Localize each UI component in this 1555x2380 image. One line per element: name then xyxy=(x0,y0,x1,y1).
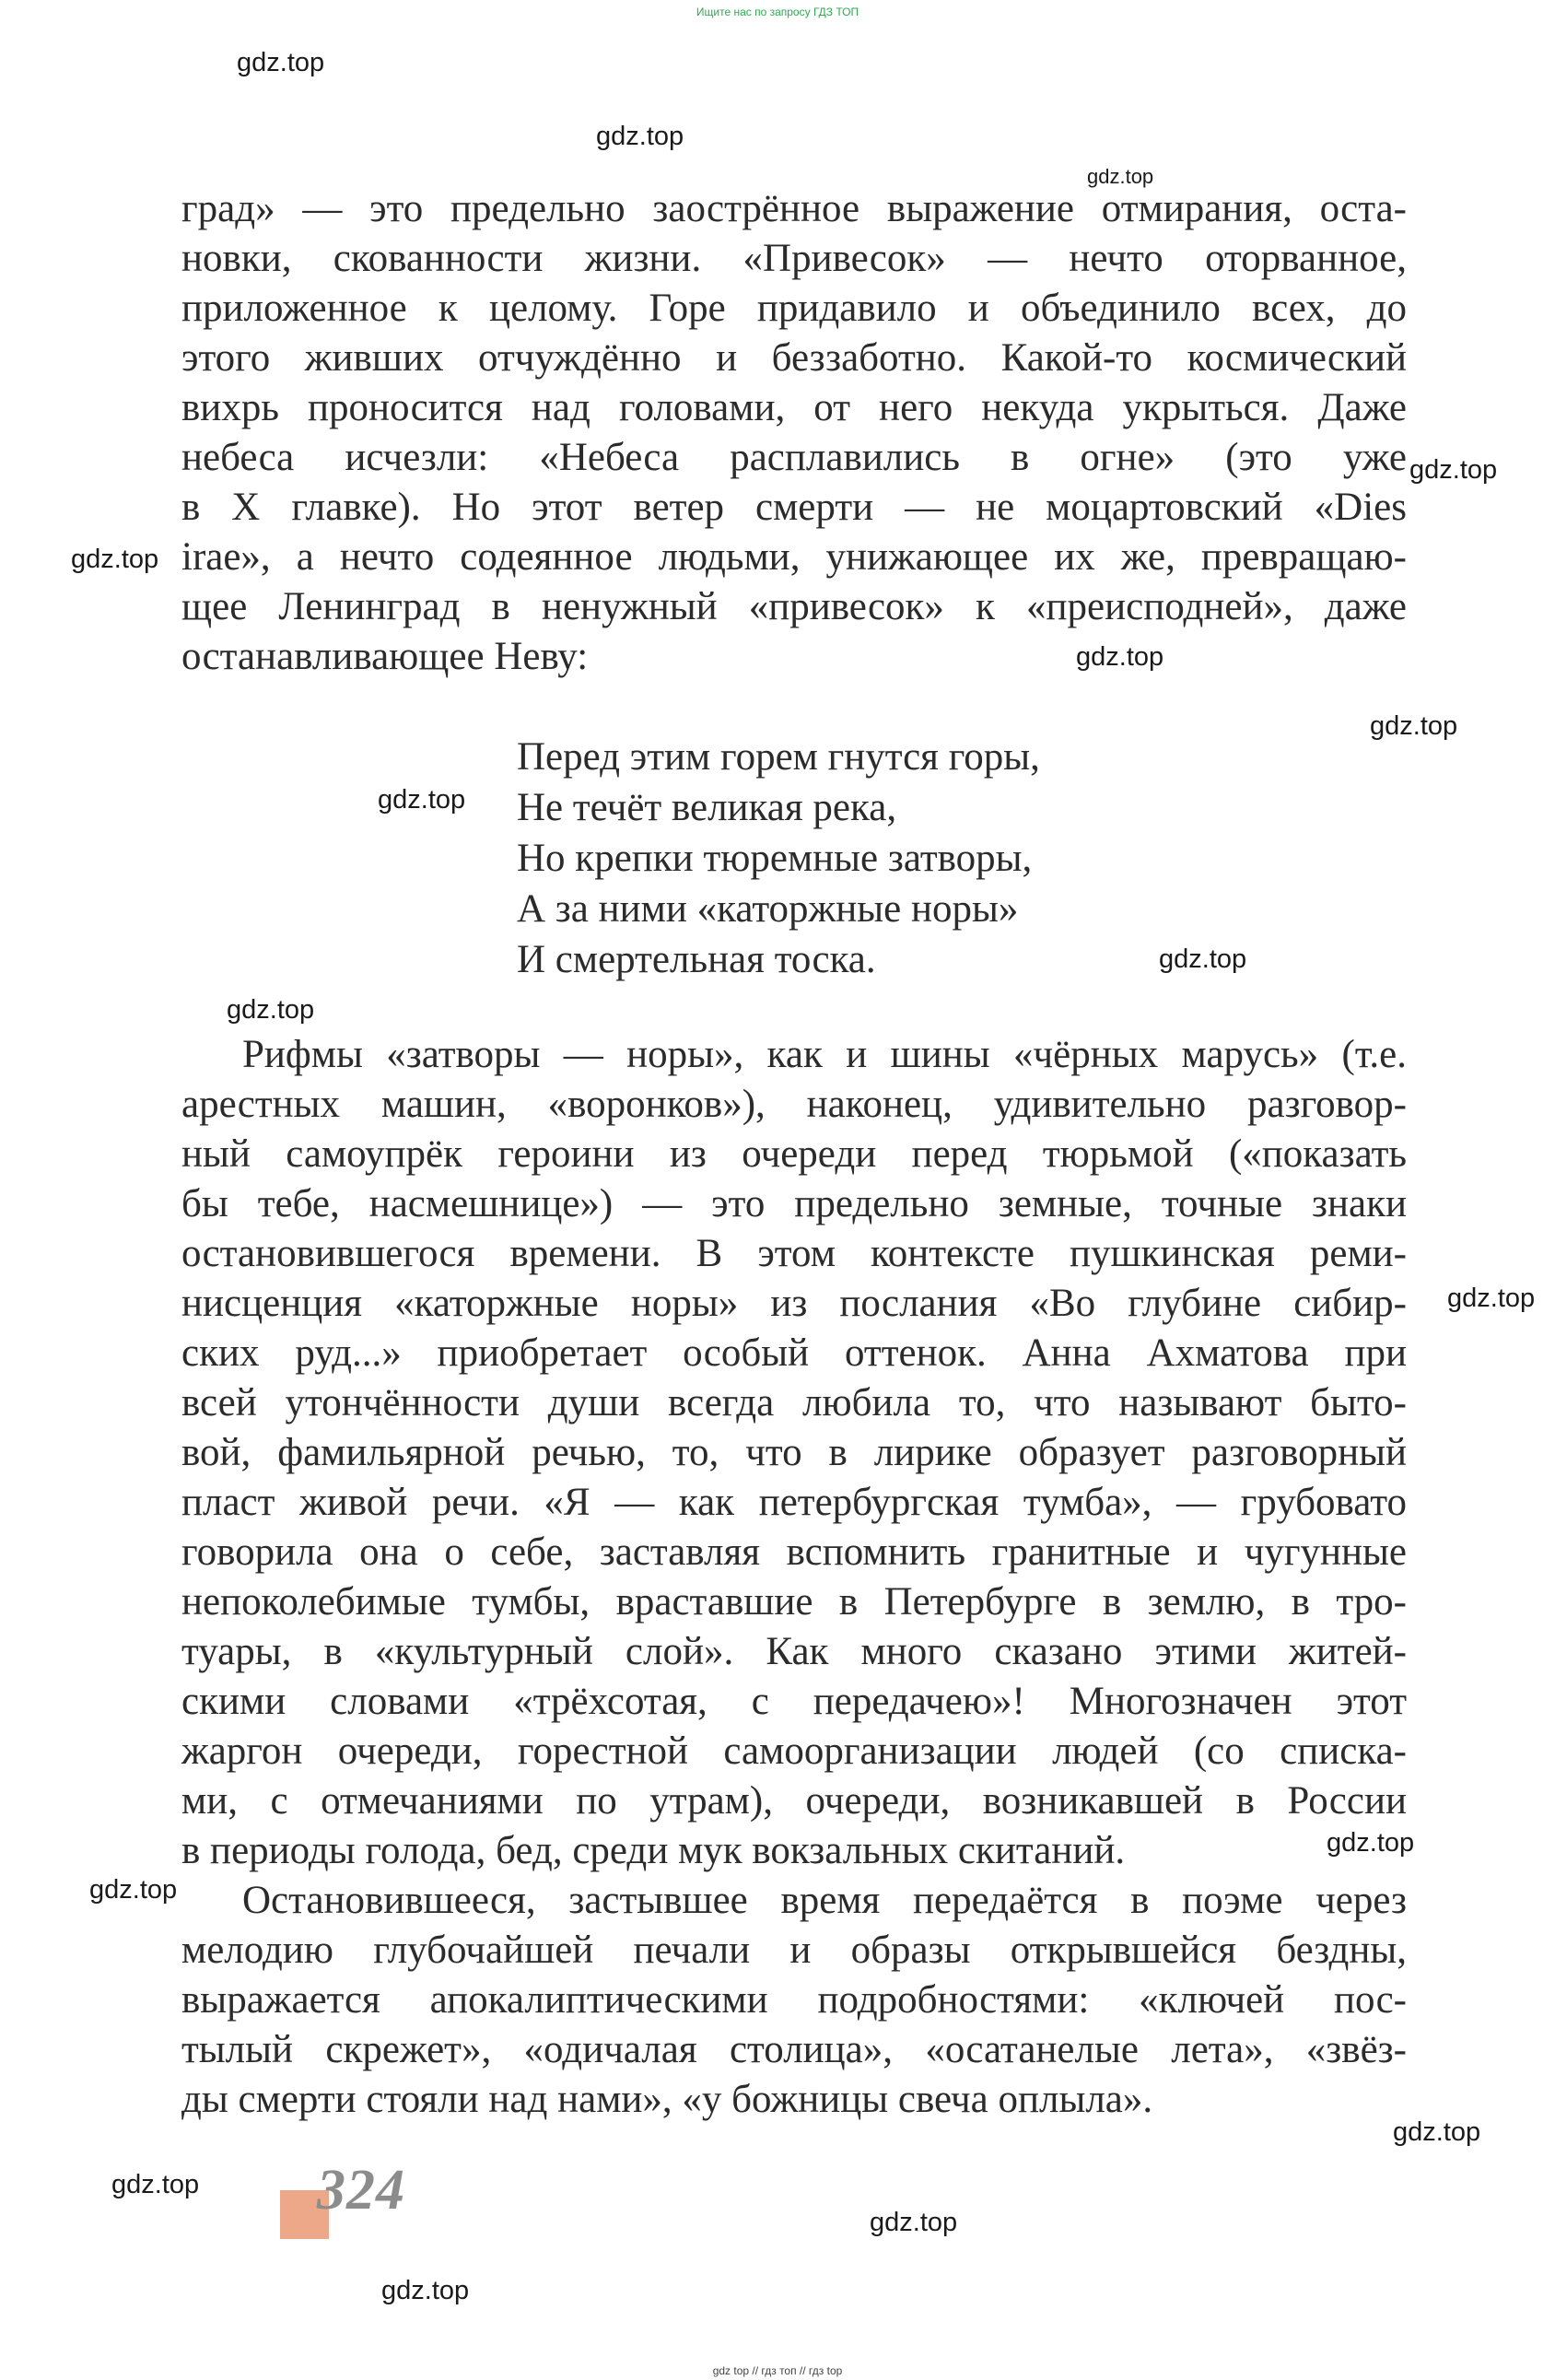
poem-line: А за ними «каторжные норы» xyxy=(517,887,1019,931)
poem-line: Но крепки тюремные затворы, xyxy=(517,837,1033,880)
watermark: gdz.top xyxy=(1393,2117,1481,2147)
paragraph-2 xyxy=(181,1030,1407,1876)
paragraph-3 xyxy=(181,1876,1407,2125)
text-line: этого живших отчуждённо и беззаботно. Какой-то космический xyxy=(181,336,1407,380)
paragraph-1 xyxy=(181,184,1407,682)
watermark: gdz.top xyxy=(71,545,159,574)
poem-line: Перед этим горем гнутся горы, xyxy=(517,735,1040,779)
text-line: в X главке). Но этот ветер смерти — не моцартовский «Dies xyxy=(181,486,1407,529)
text-line: остановившегося времени. В этом контексте пушкинская реми- xyxy=(181,1232,1407,1275)
text-line: всей утончённости души всегда любила то, что называют быто- xyxy=(181,1381,1407,1424)
text-line: ских руд...» приобретает особый оттенок. Анна Ахматова при xyxy=(181,1331,1407,1375)
text-line: Остановившееся, застывшее время передаётся в поэме через xyxy=(242,1879,1407,1922)
watermark: gdz.top xyxy=(1087,165,1154,188)
page-number: 324 xyxy=(317,2159,405,2222)
watermark: gdz.top xyxy=(870,2208,958,2237)
text-line: град» — это предельно заострённое выражение отмирания, оста- xyxy=(181,187,1407,230)
text-line: небеса исчезли: «Небеса расплавились в огне» (это уже xyxy=(181,436,1407,479)
text-line: irae», а нечто содеянное людьми, унижающее их же, превращаю- xyxy=(181,535,1407,579)
text-line: бы тебе, насмешнице») — это предельно земные, точные знаки xyxy=(181,1182,1407,1225)
text-line: нисценция «каторжные норы» из послания «Во глубине сибир- xyxy=(181,1282,1407,1325)
text-line: выражается апокалиптическими подробностями: «ключей пос- xyxy=(181,1978,1407,2022)
text-line: щее Ленинград в ненужный «привесок» к «преисподней», даже xyxy=(181,585,1407,628)
text-line: останавливающее Неву: xyxy=(181,635,589,678)
text-line: вой, фамильярной речью, то, что в лирике образует разговорный xyxy=(181,1431,1407,1474)
watermark: gdz.top xyxy=(1076,642,1164,672)
text-line: в периоды голода, бед, среди мук вокзальных скитаний. xyxy=(181,1829,1126,1872)
text-line: говорила она о себе, заставляя вспомнить гранитные и чугунные xyxy=(181,1530,1407,1574)
footer-banner: gdz top // гдз топ // гдз top xyxy=(712,2364,843,2377)
watermark: gdz.top xyxy=(1159,944,1247,974)
watermark: gdz.top xyxy=(378,785,466,815)
watermark: gdz.top xyxy=(381,2276,470,2305)
text-line: Рифмы «затворы — норы», как и шины «чёрных марусь» (т.е. xyxy=(242,1033,1407,1076)
text-line: арестных машин, «воронков»), наконец, удивительно разговор- xyxy=(181,1083,1407,1126)
text-line: вихрь проносится над головами, от него некуда укрыться. Даже xyxy=(181,386,1407,429)
text-line: ми, с отмечаниями по утрам), очереди, возникавшей в России xyxy=(181,1779,1407,1823)
top-banner: Ищите нас по запросу ГДЗ ТОП xyxy=(696,6,859,18)
text-line: мелодию глубочайшей печали и образы открывшейся бездны, xyxy=(181,1929,1407,1972)
poem-line: И смертельная тоска. xyxy=(517,938,876,981)
watermark: gdz.top xyxy=(1447,1284,1536,1313)
text-line: ный самоупрёк героини из очереди перед тюрьмой («показать xyxy=(181,1132,1407,1176)
text-line: новки, скованности жизни. «Привесок» — нечто оторванное, xyxy=(181,237,1407,280)
watermark: gdz.top xyxy=(596,122,684,151)
watermark: gdz.top xyxy=(237,48,325,77)
watermark: gdz.top xyxy=(89,1875,178,1905)
text-line: непоколебимые тумбы, враставшие в Петербурге в землю, в тро- xyxy=(181,1580,1407,1624)
text-line: тылый скрежет», «одичалая столица», «осатанелые лета», «звёз- xyxy=(181,2028,1407,2071)
watermark: gdz.top xyxy=(1409,455,1498,485)
text-line: приложенное к целому. Горе придавило и объединило всех, до xyxy=(181,287,1407,330)
text-line: ды смерти стояли над нами», «у божницы свеча оплыла». xyxy=(181,2078,1153,2121)
watermark: gdz.top xyxy=(1370,711,1458,741)
watermark: gdz.top xyxy=(111,2170,200,2199)
watermark: gdz.top xyxy=(1327,1828,1415,1858)
text-line: пласт живой речи. «Я — как петербургская тумба», — грубовато xyxy=(181,1481,1407,1524)
poem-line: Не течёт великая река, xyxy=(517,786,897,829)
text-line: скими словами «трёхсотая, с передачею»! Многозначен этот xyxy=(181,1680,1407,1723)
text-line: жаргон очереди, горестной самоорганизации людей (со списка- xyxy=(181,1729,1407,1773)
text-line: туары, в «культурный слой». Как много сказано этими житей- xyxy=(181,1630,1407,1673)
poem-quote xyxy=(517,732,1040,985)
watermark: gdz.top xyxy=(227,995,315,1025)
